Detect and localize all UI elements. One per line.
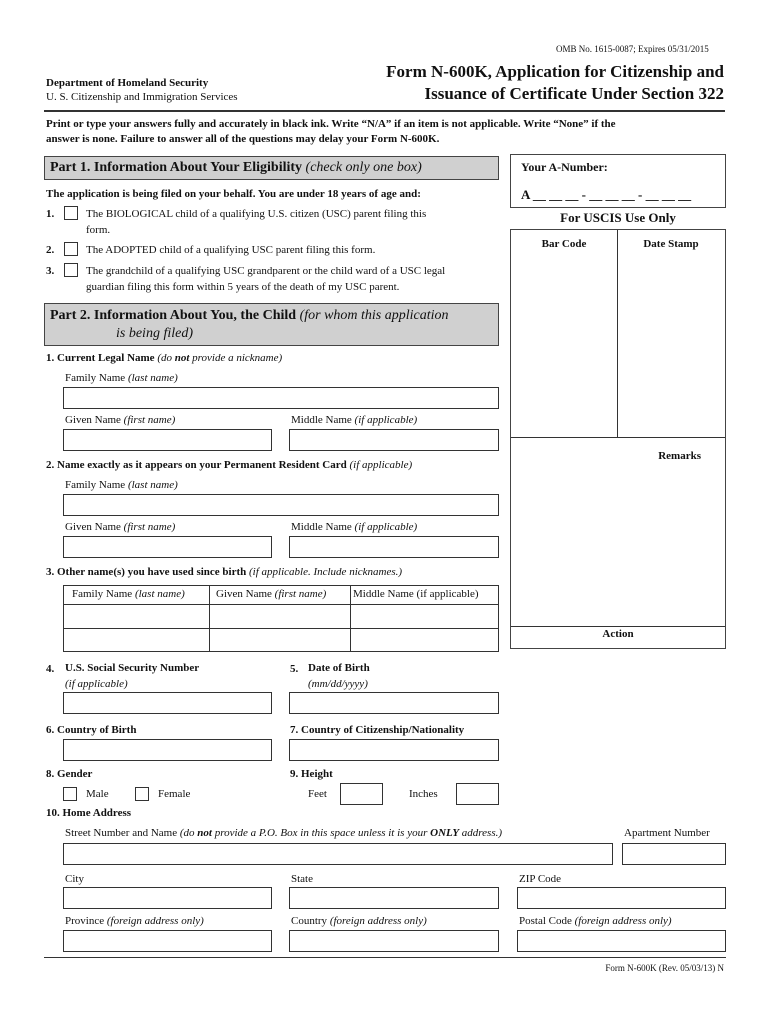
country-of-citizenship-input[interactable] <box>289 739 499 761</box>
part2-subtitle-1: (for whom this application <box>299 308 449 323</box>
q1-middle-name-input[interactable] <box>289 429 499 451</box>
gender-female-label: Female <box>158 788 191 800</box>
option2-checkbox[interactable] <box>64 242 78 256</box>
height-feet-input[interactable] <box>340 783 383 805</box>
q3-row2-middle[interactable] <box>352 630 497 650</box>
footer-form-revision: Form N-600K (Rev. 05/03/13) N <box>605 963 724 973</box>
q2-middle-name-input[interactable] <box>289 536 499 558</box>
postal-code-label: Postal Code (foreign address only) <box>519 915 672 927</box>
state-label: State <box>291 873 313 885</box>
instructions-line1: Print or type your answers fully and accurately in black ink. Write “N/A” if an item is not applicable. Write “None” if the <box>46 118 616 130</box>
option1-text-line1: The BIOLOGICAL child of a qualifying U.S. citizen (USC) parent filing this <box>86 208 427 220</box>
city-input[interactable] <box>63 887 272 909</box>
header-rule <box>44 110 725 112</box>
option3-number: 3. <box>46 265 55 277</box>
gender-male-label: Male <box>86 788 109 800</box>
country-input[interactable] <box>289 930 499 952</box>
option3-text-line1: The grandchild of a qualifying USC grandparent or the child ward of a USC legal <box>86 265 446 277</box>
q10-label: 10. Home Address <box>46 807 132 819</box>
q1-family-name-input[interactable] <box>63 387 499 409</box>
action-divider <box>511 626 725 627</box>
option2-number: 2. <box>46 244 55 256</box>
q5-note: (mm/dd/yyyy) <box>308 678 368 690</box>
part1-header <box>44 156 499 180</box>
city-label: City <box>65 873 84 885</box>
q3-row2-given[interactable] <box>211 630 349 650</box>
a-number-template: A __ __ __ - __ __ __ - __ __ __ <box>521 187 692 202</box>
country-of-birth-input[interactable] <box>63 739 272 761</box>
street-label: Street Number and Name (do not provide a P.O. Box in this space unless it is your ONLY address.) <box>65 827 503 839</box>
part2-header <box>44 303 499 346</box>
province-label: Province (foreign address only) <box>65 915 204 927</box>
height-feet-label: Feet <box>308 788 327 800</box>
option3-checkbox[interactable] <box>64 263 78 277</box>
q2-family-name-label: Family Name (last name) <box>65 479 178 491</box>
part1-subtitle: (check only one box) <box>305 160 422 175</box>
q2-given-name-label: Given Name (first name) <box>65 521 176 533</box>
zip-label: ZIP Code <box>519 873 562 885</box>
uscis-use-panel <box>510 229 726 649</box>
option1-number: 1. <box>46 208 55 220</box>
footer-rule <box>44 957 726 958</box>
apartment-input[interactable] <box>622 843 726 865</box>
gender-male-checkbox[interactable] <box>63 787 77 801</box>
part2-title: Part 2. Information About You, the Child <box>50 308 297 323</box>
q1-middle-name-label: Middle Name (if applicable) <box>291 414 418 426</box>
height-inches-input[interactable] <box>456 783 499 805</box>
postal-code-input[interactable] <box>517 930 726 952</box>
zip-input[interactable] <box>517 887 726 909</box>
q3-other-names-table <box>63 585 499 652</box>
q5-label: Date of Birth <box>308 662 370 674</box>
q4-number: 4. <box>46 663 55 675</box>
q3-col-given-name: Given Name (first name) <box>216 588 327 600</box>
a-number-box[interactable] <box>510 154 726 208</box>
q8-label: 8. Gender <box>46 768 93 780</box>
date-of-birth-input[interactable] <box>289 692 499 714</box>
remarks-label: Remarks <box>658 450 701 462</box>
part2-subtitle-2: is being filed) <box>116 326 193 341</box>
state-input[interactable] <box>289 887 499 909</box>
option2-text: The ADOPTED child of a qualifying USC parent filing this form. <box>86 244 376 256</box>
q3-row1-middle[interactable] <box>352 606 497 627</box>
q1-given-name-label: Given Name (first name) <box>65 414 176 426</box>
height-inches-label: Inches <box>409 788 438 800</box>
bar-code-label: Bar Code <box>541 238 587 250</box>
q4-note: (if applicable) <box>65 678 128 690</box>
q3-row1-family[interactable] <box>65 606 208 627</box>
street-input[interactable] <box>63 843 613 865</box>
q1-family-name-label: Family Name (last name) <box>65 372 178 384</box>
ssn-input[interactable] <box>63 692 272 714</box>
q3-row1-given[interactable] <box>211 606 349 627</box>
q2-middle-name-label: Middle Name (if applicable) <box>291 521 418 533</box>
form-title-line1: Form N-600K, Application for Citizenship and <box>386 62 724 81</box>
q3-col-family-name: Family Name (last name) <box>72 588 185 600</box>
option1-checkbox[interactable] <box>64 206 78 220</box>
q1-given-name-input[interactable] <box>63 429 272 451</box>
uscis-use-only-label: For USCIS Use Only <box>560 210 676 225</box>
part1-intro: The application is being filed on your behalf. You are under 18 years of age and: <box>46 188 421 200</box>
option1-text-line2: form. <box>86 224 111 236</box>
q3-col-middle-name: Middle Name (if applicable) <box>353 588 479 600</box>
apartment-label: Apartment Number <box>624 827 710 839</box>
q4-label: U.S. Social Security Number <box>65 662 200 674</box>
gender-female-checkbox[interactable] <box>135 787 149 801</box>
q2-label: 2. Name exactly as it appears on your Permanent Resident Card (if applicable) <box>46 459 413 471</box>
department-name: Department of Homeland Security <box>46 77 209 89</box>
form-title-line2: Issuance of Certificate Under Section 322 <box>424 84 724 103</box>
barcode-divider <box>617 230 618 437</box>
q9-label: 9. Height <box>290 768 333 780</box>
q7-label: 7. Country of Citizenship/Nationality <box>290 724 465 736</box>
instructions-line2: answer is none. Failure to answer all of the questions may delay your Form N-600K. <box>46 133 440 145</box>
q2-given-name-input[interactable] <box>63 536 272 558</box>
country-label: Country (foreign address only) <box>291 915 427 927</box>
q6-label: 6. Country of Birth <box>46 724 137 736</box>
part1-title: Part 1. Information About Your Eligibility <box>50 160 303 175</box>
option3-text-line2: guardian filing this form within 5 years of the death of my USC parent. <box>86 281 400 293</box>
agency-name: U. S. Citizenship and Immigration Services <box>46 91 238 103</box>
q3-label: 3. Other name(s) you have used since birth (if applicable. Include nicknames.) <box>46 566 403 578</box>
action-label: Action <box>602 628 634 640</box>
remarks-divider <box>511 437 725 438</box>
q2-family-name-input[interactable] <box>63 494 499 516</box>
q1-label: 1. Current Legal Name (do not provide a nickname) <box>46 352 283 364</box>
a-number-label: Your A-Number: <box>521 160 608 174</box>
date-stamp-label: Date Stamp <box>643 238 699 250</box>
omb-number: OMB No. 1615-0087; Expires 05/31/2015 <box>556 44 709 54</box>
province-input[interactable] <box>63 930 272 952</box>
q3-row2-family[interactable] <box>65 630 208 650</box>
q5-number: 5. <box>290 663 299 675</box>
